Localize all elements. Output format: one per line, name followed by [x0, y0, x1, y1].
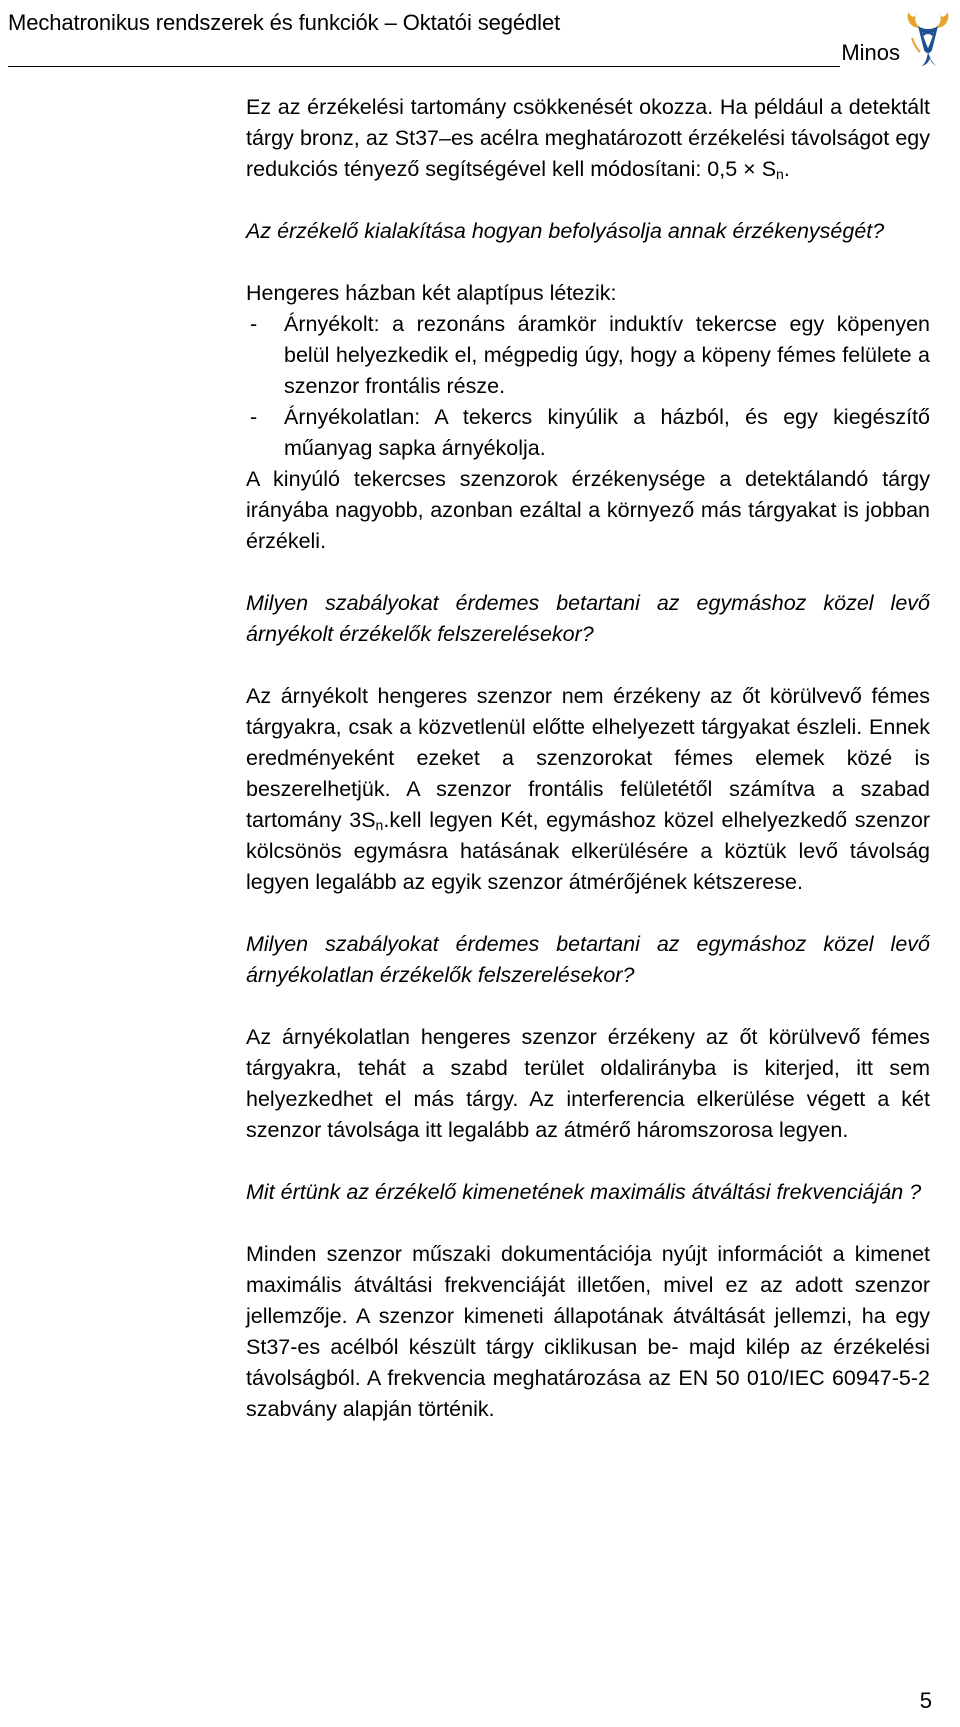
- page-number: 5: [919, 1688, 932, 1713]
- page-header: [0, 0, 960, 72]
- paragraph-intro-text: Ez az érzékelési tartomány csökkenését okozza. Ha például a detektált tárgy bronz, az St37–es acélra meghatározott érzékelési távolságot egy redukciós tényező segítségével kell módosítani: 0,5 × S: [246, 95, 930, 181]
- header-divider: [8, 66, 840, 67]
- answer-2-part-2: .kell legyen Két, egymáshoz közel elhelyezkedő szenzor kölcsönös egymásra hatásának elkerülésére a köztük levő távolság legyen legalább az egyik szenzor átmérőjének kétszerese.: [246, 808, 930, 894]
- question-2: Milyen szabályokat érdemes betartani az egymáshoz közel levő árnyékolt érzékelők felszerelésekor?: [246, 591, 930, 646]
- answer-1-outro: A kinyúló tekercses szenzorok érzékenysége a detektálandó tárgy irányába nagyobb, azonban ezáltal a környező más tárgyakat is jobban érzékeli.: [246, 467, 930, 553]
- minos-bull-logo-icon: [902, 4, 954, 70]
- header-title: Mechatronikus rendszerek és funkciók – Oktatói segédlet: [8, 10, 561, 35]
- paragraph-intro: [246, 92, 930, 185]
- subscript-n: n: [776, 166, 784, 182]
- answer-2-part-1: Az árnyékolt hengeres szenzor nem érzékeny az őt körülvevő fémes tárgyakra, csak a közvetlenül előtte elhelyezett tárgyakat észleli. Ennek eredményeként ezeket a szenzorokat fémes elemek közé is beszerelhetjük. A szenzor frontális felületétől számítva a szabad tartomány 3S: [246, 684, 930, 832]
- paragraph-intro-end: .: [783, 157, 790, 181]
- answer-2: [246, 681, 930, 898]
- document-body: [246, 92, 930, 1425]
- header-brand: Minos: [841, 40, 900, 65]
- answer-1-intro: Hengeres házban két alaptípus létezik:: [246, 281, 617, 305]
- list-item: - Árnyékolt: a rezonáns áramkör induktív tekercse egy köpenyen belül helyezkedik el, mégpedig úgy, hogy a köpeny fémes felülete a szenzor frontális része.: [246, 309, 930, 402]
- answer-4: Minden szenzor műszaki dokumentációja nyújt információt a kimenet maximális átváltási frekvenciáját illetően, mivel ez az adott szenzor jellemzője. A szenzor kimeneti állapotának átváltását jellemzi, ha egy St37-es acélból készült tárgy ciklikusan be- majd kilép az érzékelési távolságból. A frekvencia meghatározása az EN 50 010/IEC 60947-5-2 szabvány alapján történik.: [246, 1242, 930, 1421]
- question-1: Az érzékelő kialakítása hogyan befolyásolja annak érzékenységét?: [246, 219, 885, 243]
- answer-1-list: [246, 309, 930, 464]
- list-item: - Árnyékolatlan: A tekercs kinyúlik a házból, és egy kiegészítő műanyag sapka árnyékolja.: [246, 402, 930, 464]
- question-3: Milyen szabályokat érdemes betartani az egymáshoz közel levő árnyékolatlan érzékelők felszerelésekor?: [246, 932, 930, 987]
- answer-3: Az árnyékolatlan hengeres szenzor érzékeny az őt körülvevő fémes tárgyakra, tehát a szabd terület oldalirányba is kiterjed, itt sem helyezkedhet el más tárgy. Az interferencia elkerülése végett a két szenzor távolsága itt legalább az átmérő háromszorosa legyen.: [246, 1025, 930, 1142]
- subscript-n: n: [375, 817, 384, 833]
- question-4: Mit értünk az érzékelő kimenetének maximális átváltási frekvenciáján ?: [246, 1180, 922, 1204]
